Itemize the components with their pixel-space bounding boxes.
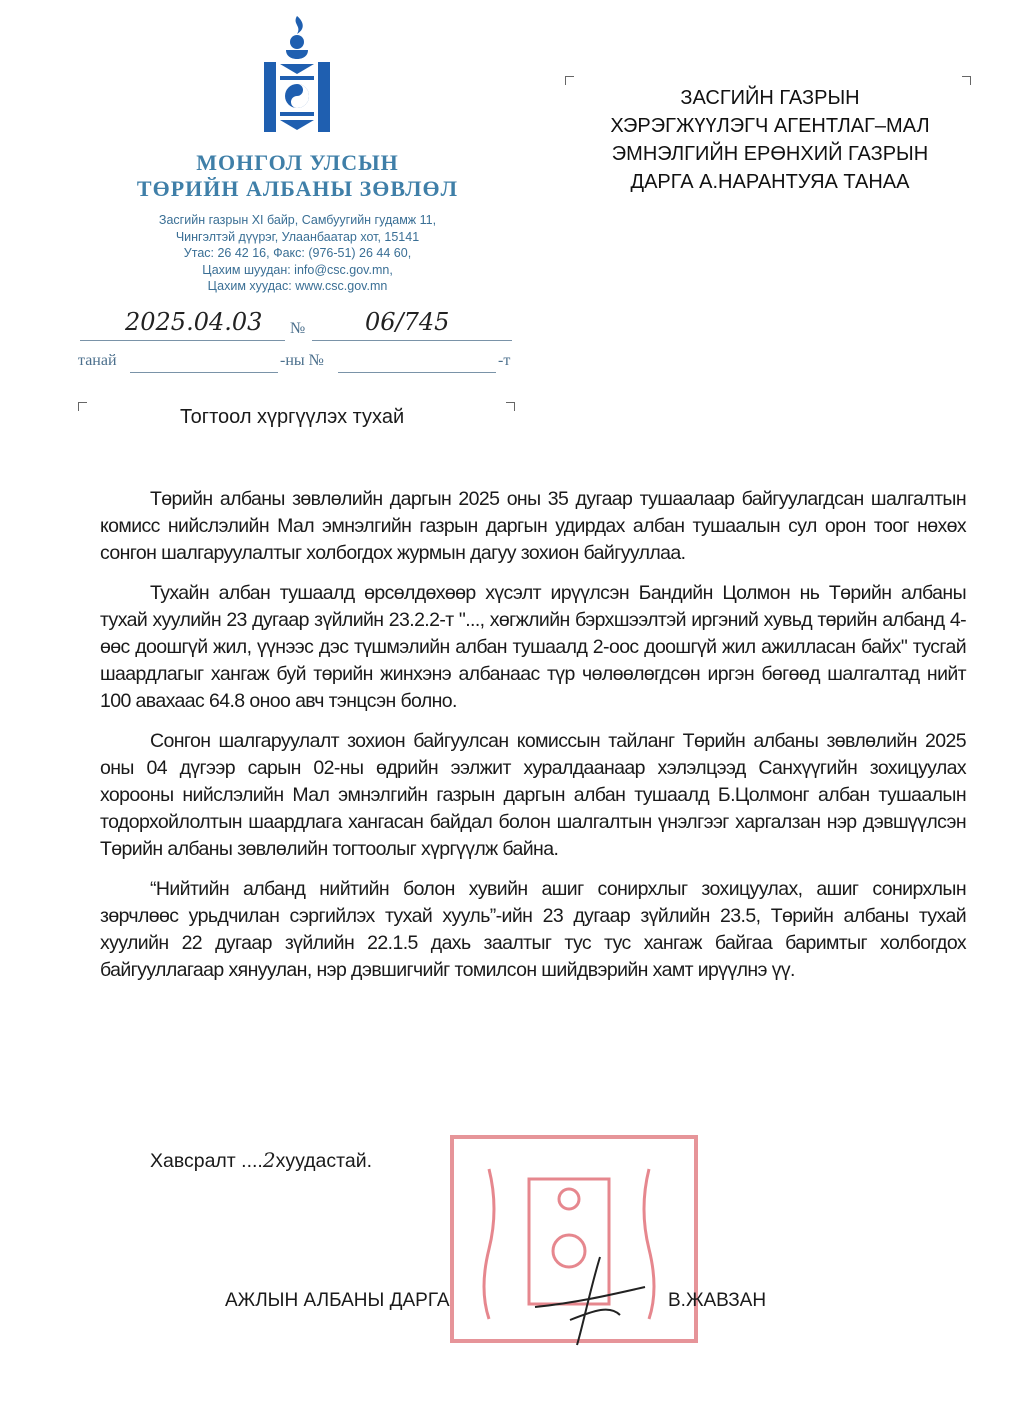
address-line: Чингэлтэй дүүрэг, Улаанбаатар хот, 15141: [175, 229, 420, 244]
email: Цахим шуудан: info@csc.gov.mn,: [202, 262, 393, 277]
ref-label-suffix: -т: [498, 352, 511, 369]
recipient-line: ХЭРЭГЖҮҮЛЭГЧ АГЕНТЛАГ–МАЛ: [610, 115, 930, 137]
org-line-2: ТӨРИЙН АЛБАНЫ ЗӨВЛӨЛ: [136, 176, 459, 201]
paragraph: “Нийтийн албанд нийтийн болон хувийн ашиг сонирхлыг зохицуулах, ашиг сонирхлын зөрчлөөс урьдчилан сэргийлэх тухай хууль”-ийн 23 дугаар зүйлийн 23.5, Төрийн албаны тухай хуулийн 22 дугаар зүйлийн 22.1.5 дахь заалтыг тус тус хангаж байгаа баримтыг холбогдох байгууллагаар хянуулан, нэр дэвшигчийг томилсон шийдвэрийн хамт ирүүлнэ үү.: [100, 878, 966, 981]
attachment-count: 2: [262, 1148, 276, 1172]
paragraph: Төрийн албаны зөвлөлийн даргын 2025 оны 35 дугаар тушаалаар байгуулагдсан шалгалтын комисс нийслэлийн Мал эмнэлгийн газрын даргын удирдах албан тушаалын сул орон тоог нөхөх сонгон шалгаруулалтыг холбогдох журмын дагуу зохион байгууллаа.: [100, 488, 966, 564]
paragraph: Сонгон шалгаруулалт зохион байгуулсан комиссын тайланг Төрийн албаны зөвлөлийн 2025 оны 04 дүгээр сарын 02-ны өдрийн ээлжит хуралдаанаар хэлэлцээд Санхүүгийн зохицуулах хорооны нийслэлийн Мал эмнэлгийн газрын даргын албан тушаалд Б.Цолмонг албан тушаалын тодорхойлолтын шаардлага хангасан байдал болон шалгалтын үнэлгээг харгалзан нэр дэвшүүлсэн Төрийн албаны зөвлөлийн тогтоолыг хүргүүлж байна.: [100, 730, 966, 860]
organization-address: [110, 212, 485, 295]
recipient-line: ЭМНЭЛГИЙН ЕРӨНХИЙ ГАЗРЫН: [611, 143, 929, 165]
website: Цахим хуудас: www.csc.gov.mn: [207, 279, 388, 293]
paragraph: Тухайн албан тушаалд өрсөлдөхөөр хүсэлт ирүүлсэн Бандийн Цолмон нь Төрийн албаны тухай хуулийн 23 дугаар зүйлийн 23.2.2-т "..., хөгжлийн бэрхшээлтэй иргэний хувьд төрийн албанд 4-өөс доошгүй жил, үүнээс дэс түшмэлийн албан тушаалд 2-оос доошгүй жил ажилласан байх" тусгай шаардлагыг хангаж буй төрийн жинхэнэ албанаас түр чөлөөлөгдсөн иргэн бөгөөд шалгалтад нийт 100 авахаас 64.8 оноо авч тэнцсэн болно.: [100, 582, 966, 712]
corner-mark: [506, 402, 515, 411]
recipient-block: [560, 84, 980, 196]
letter-number: 06/745: [365, 308, 450, 336]
subject: Тогтоол хүргүүлэх тухай: [180, 406, 405, 428]
attachment-suffix: хуудастай.: [275, 1150, 373, 1172]
org-line-1: МОНГОЛ УЛСЫН: [196, 150, 399, 175]
letter-body: [100, 486, 966, 997]
recipient-line: ДАРГА А.НАРАНТУЯА ТАНАА: [630, 171, 910, 193]
soyombo-logo: [262, 14, 332, 136]
number-label: №: [290, 320, 306, 337]
signatory-name: В.ЖАВЗАН: [668, 1290, 767, 1311]
phone-fax: Утас: 26 42 16, Факс: (976-51) 26 44 60,: [183, 246, 412, 260]
attachment-note: [150, 1148, 372, 1173]
handwritten-signature: [525, 1245, 655, 1355]
address-line: Засгийн газрын XI байр, Самбуугийн гудамж 11,: [158, 213, 437, 227]
recipient-line: ЗАСГИЙН ГАЗРЫН: [680, 87, 860, 109]
ref-label-yours: танай: [78, 352, 117, 369]
attachment-prefix: Хавсралт ....: [150, 1150, 263, 1172]
corner-mark: [78, 402, 87, 411]
organization-name: [120, 150, 475, 202]
signatory-title: АЖЛЫН АЛБАНЫ ДАРГА: [225, 1290, 450, 1311]
ref-label-number: -ны №: [280, 352, 324, 369]
letter-date: 2025.04.03: [125, 308, 263, 336]
